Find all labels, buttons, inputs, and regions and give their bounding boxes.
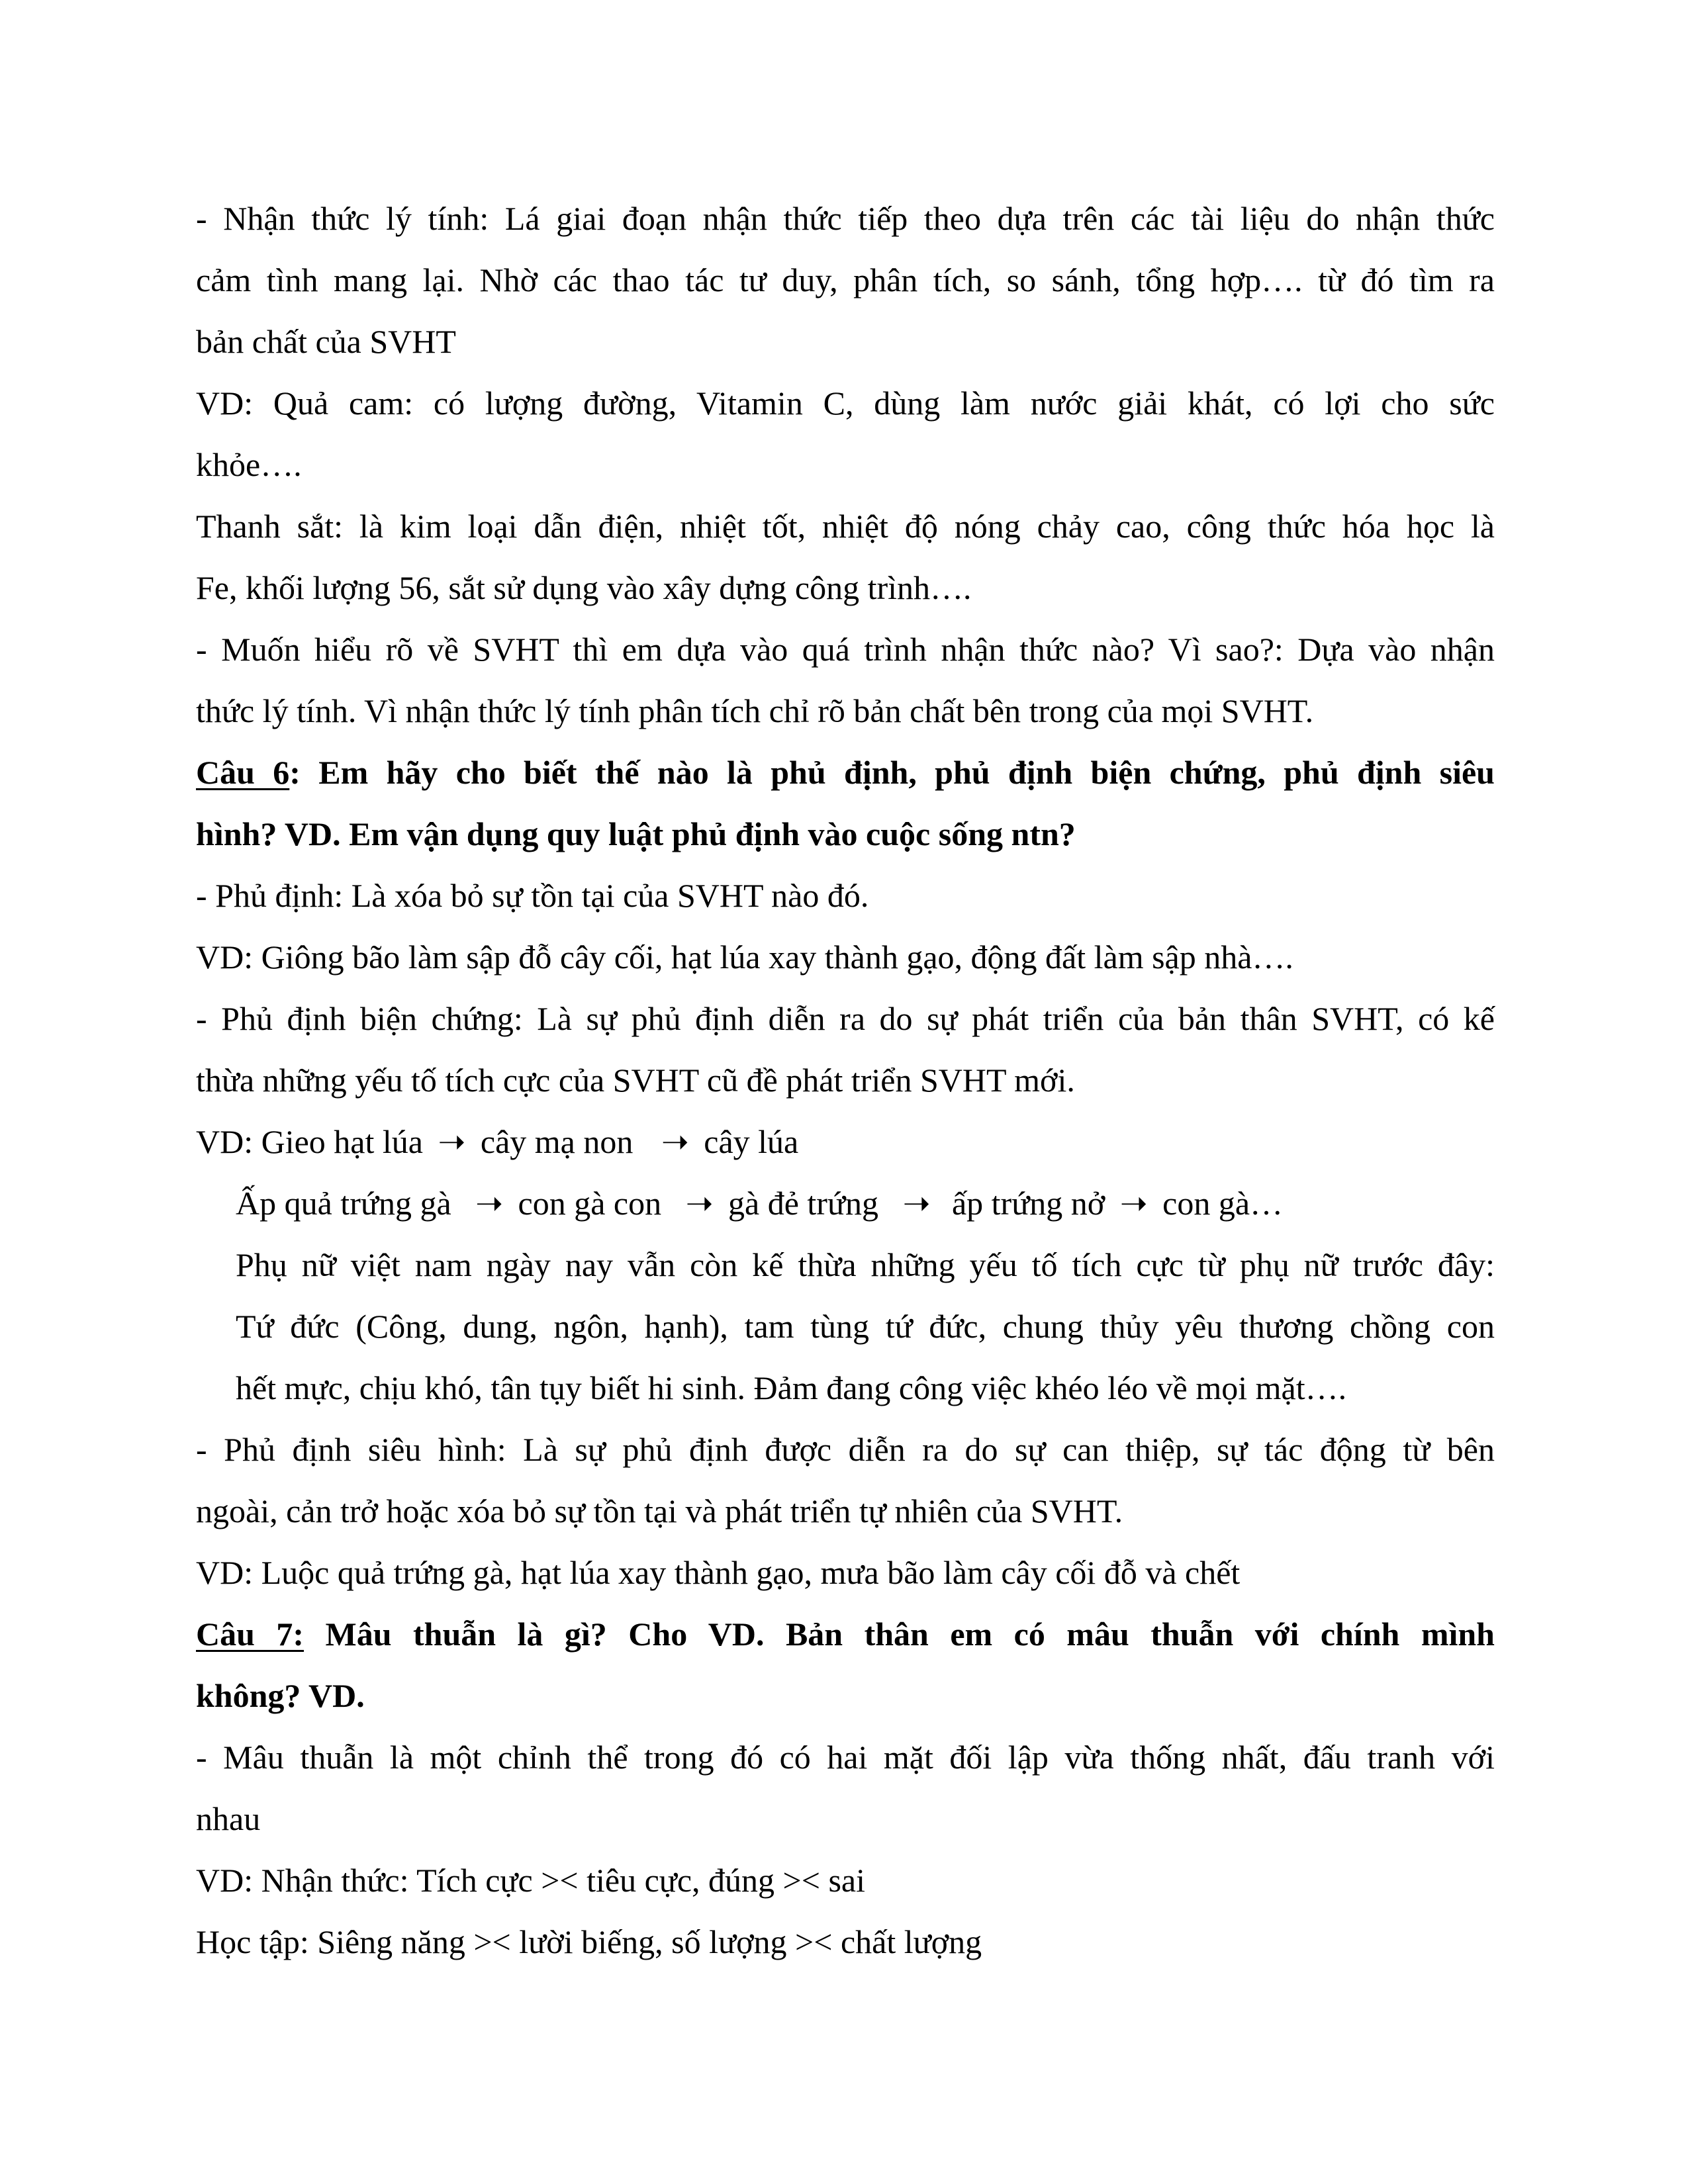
paragraph-line: - Nhận thức lý tính: Lá giai đoạn nhận thức tiếp theo dựa trên các tài liệu do nhận thức: [196, 200, 1495, 237]
paragraph-line: VD: Quả cam: có lượng đường, Vitamin C, dùng làm nước giải khát, có lợi cho sức: [196, 385, 1495, 422]
chain-step: VD: Gieo hạt lúa: [196, 1123, 423, 1160]
paragraph-line: ngoài, cản trở hoặc xóa bỏ sự tồn tại và phát triển tự nhiên của SVHT.: [196, 1492, 1123, 1529]
arrow-right-icon: ➝: [1119, 1185, 1148, 1222]
paragraph-line: - Muốn hiểu rõ về SVHT thì em dựa vào quá trình nhận thức nào? Vì sao?: Dựa vào nhận: [196, 631, 1495, 668]
paragraph-line: nhau: [196, 1800, 261, 1837]
page-content: [196, 188, 1495, 1973]
paragraph-line: thừa những yếu tố tích cực của SVHT cũ đề phát triển SVHT mới.: [196, 1062, 1075, 1099]
paragraph-line: bản chất của SVHT: [196, 323, 456, 360]
paragraph-line: Tứ đức (Công, dung, ngôn, hạnh), tam tùng tứ đức, chung thủy yêu thương chồng con: [236, 1308, 1495, 1345]
paragraph-line: - Phủ định biện chứng: Là sự phủ định diễn ra do sự phát triển của bản thân SVHT, có kế: [196, 1000, 1495, 1037]
paragraph-line: Phụ nữ việt nam ngày nay vẫn còn kế thừa những yếu tố tích cực từ phụ nữ trước đây:: [236, 1246, 1495, 1283]
paragraph-line: VD: Nhận thức: Tích cực >< tiêu cực, đúng >< sai: [196, 1862, 865, 1899]
question-7-label: Câu 7:: [196, 1615, 305, 1653]
paragraph-line: - Mâu thuẫn là một chỉnh thể trong đó có hai mặt đối lập vừa thống nhất, đấu tranh với: [196, 1739, 1495, 1776]
paragraph-line: Fe, khối lượng 56, sắt sử dụng vào xây dựng công trình….: [196, 569, 972, 606]
paragraph-line: Học tập: Siêng năng >< lười biếng, số lượng >< chất lượng: [196, 1923, 982, 1960]
question-6-heading-line2: hình? VD. Em vận dụng quy luật phủ định vào cuộc sống ntn?: [196, 815, 1076, 852]
arrow-right-icon: ➝: [438, 1123, 466, 1160]
example-chain-rice: [196, 1111, 1495, 1173]
paragraph-line: cảm tình mang lại. Nhờ các thao tác tư duy, phân tích, so sánh, tổng hợp…. từ đó tìm ra: [196, 261, 1495, 298]
chain-step: gà đẻ trứng: [728, 1185, 879, 1222]
arrow-right-icon: ➝: [661, 1123, 689, 1160]
chain-step: cây lúa: [704, 1123, 799, 1160]
chain-step: cây mạ non: [480, 1123, 633, 1160]
chain-step: con gà con: [518, 1185, 662, 1222]
paragraph-line: khỏe….: [196, 446, 302, 483]
question-7-heading-line2: không? VD.: [196, 1677, 365, 1714]
question-7-title-part1: Mâu thuẫn là gì? Cho VD. Bản thân em có mâu thuẫn với chính mình: [304, 1615, 1495, 1653]
paragraph-line: VD: Luộc quả trứng gà, hạt lúa xay thành gạo, mưa bão làm cây cối đỗ và chết: [196, 1554, 1241, 1591]
arrow-right-icon: ➝: [902, 1185, 931, 1222]
arrow-right-icon: ➝: [685, 1185, 714, 1222]
paragraph-line: - Phủ định: Là xóa bỏ sự tồn tại của SVHT nào đó.: [196, 877, 869, 914]
question-7-heading: [196, 1604, 1495, 1665]
question-6-title-part1: : Em hãy cho biết thế nào là phủ định, phủ định biện chứng, phủ định siêu: [289, 754, 1495, 791]
question-6-label: Câu 6: [196, 754, 290, 791]
paragraph-line: thức lý tính. Vì nhận thức lý tính phân tích chỉ rõ bản chất bên trong của mọi SVHT.: [196, 692, 1314, 729]
paragraph-line: VD: Giông bão làm sập đỗ cây cối, hạt lúa xay thành gạo, động đất làm sập nhà….: [196, 938, 1293, 976]
paragraph-line: - Phủ định siêu hình: Là sự phủ định được diễn ra do sự can thiệp, sự tác động từ bên: [196, 1431, 1495, 1468]
chain-step: Ấp quả trứng gà: [236, 1185, 451, 1222]
paragraph-line: Thanh sắt: là kim loại dẫn điện, nhiệt tốt, nhiệt độ nóng chảy cao, công thức hóa học là: [196, 508, 1495, 545]
chain-step: con gà…: [1162, 1185, 1284, 1222]
question-6-heading: [196, 742, 1495, 803]
paragraph-line: hết mực, chịu khó, tân tụy biết hi sinh. Đảm đang công việc khéo léo về mọi mặt….: [236, 1369, 1347, 1406]
example-chain-egg: [196, 1173, 1495, 1234]
chain-step: ấp trứng nở: [951, 1185, 1105, 1222]
arrow-right-icon: ➝: [475, 1185, 504, 1222]
